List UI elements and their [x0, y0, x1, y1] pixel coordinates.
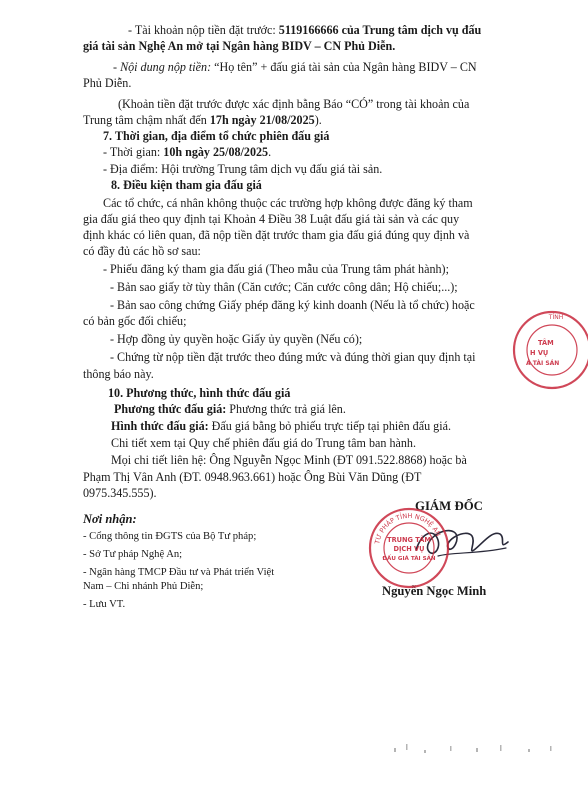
signer-name: Nguyễn Ngọc Minh	[382, 584, 487, 598]
conditions-intro-line1: Các tổ chức, cá nhân không thuộc các trường hợp không được đăng ký tham	[103, 196, 473, 210]
auction-method-line	[114, 402, 346, 418]
deposit-note-text: Trung tâm chậm nhất đến	[83, 113, 210, 127]
contact-line2: Phạm Thị Vân Anh (ĐT. 0948.963.661) hoặc Ông Bùi Văn Dũng (ĐT	[83, 470, 422, 484]
auction-method-label: Phương thức đấu giá:	[114, 402, 227, 416]
section7-heading: 7. Thời gian, địa điểm tổ chức phiên đấu giá	[103, 129, 330, 143]
conditions-intro-line2: gia đấu giá theo quy định tại Khoản 4 Điều 38 Luật đấu giá tài sản và các quy	[83, 212, 460, 226]
auction-form-label: Hình thức đấu giá:	[111, 419, 209, 433]
condition-item-business-license: - Bản sao công chứng Giấy phép đăng ký kinh doanh (Nếu là tổ chức) hoặc	[110, 298, 475, 312]
recipient-item: - Ngân hàng TMCP Đầu tư và Phát triển Việt	[83, 567, 275, 578]
margin-stamp-line3: Á TÀI SẢN	[526, 360, 560, 367]
deposit-note-end: ).	[314, 113, 322, 127]
margin-seal-stamp	[508, 308, 588, 392]
auction-method-value: Phương thức trả giá lên.	[226, 402, 346, 416]
conditions-intro-line3: định khác có liên quan, đã nộp tiền đặt trước tham gia đấu giá đúng quy định và	[83, 228, 470, 242]
deposit-content-line2: Phủ Diễn.	[83, 76, 132, 90]
deposit-content-label: Nội dung nộp tiền:	[120, 60, 212, 74]
deposit-account-number: 5119166666 của Trung tâm dịch vụ đấu	[278, 23, 482, 37]
scan-noise-marks	[380, 736, 580, 766]
section8-heading: 8. Điều kiện tham gia đấu giá	[111, 178, 262, 192]
deposit-bank-line: giá tài sản Nghệ An mở tại Ngân hàng BIDV – CN Phủ Diễn.	[83, 39, 396, 53]
auction-place-line: - Địa điểm: Hội trường Trung tâm dịch vụ đấu giá tài sản.	[103, 162, 383, 176]
recipient-item: - Cổng thông tin ĐGTS của Bộ Tư pháp;	[83, 531, 257, 542]
auction-time-value: 10h ngày 25/08/2025	[163, 145, 269, 159]
condition-item-business-license-line2: có bản gốc đối chiếu;	[83, 314, 187, 328]
signature-title: GIÁM ĐỐC	[415, 499, 483, 513]
auction-form-value: Đấu giá bằng bỏ phiếu trực tiếp tại phiên đấu giá.	[208, 419, 451, 433]
margin-stamp-line1: TÂM	[538, 339, 554, 347]
deposit-note-line2	[83, 113, 322, 129]
auction-time-line	[103, 145, 271, 161]
deposit-deadline: 17h ngày 21/08/2025	[209, 113, 315, 127]
recipients-title: Nơi nhận:	[83, 512, 137, 526]
deposit-content-line: - Nội dung nộp tiền: “Họ tên” + đấu giá tài sản của Ngân hàng BIDV – CN	[113, 60, 477, 74]
stamp-line1: TRUNG TÂM	[387, 536, 431, 544]
deposit-account-label: - Tài khoản nộp tiền đặt trước:	[128, 23, 279, 37]
contact-line1: Mọi chi tiết liên hệ: Ông Nguyễn Ngọc Minh (ĐT 091.522.8868) hoặc bà	[111, 453, 467, 467]
stamp-line2: DỊCH VỤ	[393, 545, 425, 553]
recipient-item: - Sở Tư pháp Nghệ An;	[83, 549, 183, 560]
stamp-line3: ĐẤU GIÁ TÀI SẢN	[382, 556, 436, 562]
deposit-content-value: “Họ tên” + đấu giá tài sản của Ngân hàng BIDV – CN	[211, 60, 477, 74]
deposit-note-line1: (Khoản tiền đặt trước được xác định bằng Báo “CÓ” trong tài khoản của	[118, 97, 470, 111]
condition-item-authorization: - Hợp đồng ủy quyền hoặc Giấy ủy quyền (Nếu có);	[110, 332, 363, 346]
auction-form-line	[111, 419, 451, 435]
contact-line3: 0975.345.555).	[83, 486, 157, 500]
conditions-intro-line4: có đầy đủ các hồ sơ sau:	[83, 244, 201, 258]
margin-stamp-line2: H VỤ	[530, 349, 549, 357]
section10-heading: 10. Phương thức, hình thức đấu giá	[108, 386, 291, 400]
regulation-reference: Chi tiết xem tại Quy chế phiên đấu giá do Trung tâm ban hành.	[111, 436, 416, 450]
recipient-item: - Lưu VT.	[83, 599, 126, 610]
auction-time-label: - Thời gian:	[103, 145, 164, 159]
stamp-top-text: TƯ PHÁP TỈNH NGHỆ AN	[373, 511, 443, 545]
condition-item-registration-form: - Phiếu đăng ký tham gia đấu giá (Theo mẫu của Trung tâm phát hành);	[103, 262, 449, 276]
condition-item-deposit-proof: - Chứng từ nộp tiền đặt trước theo đúng mức và đúng thời gian quy định tại	[110, 350, 476, 364]
condition-item-deposit-proof-line2: thông báo này.	[83, 367, 154, 381]
condition-item-id-copy: - Bản sao giấy tờ tùy thân (Căn cước; Căn cước công dân; Hộ chiếu;...);	[110, 280, 458, 294]
margin-stamp-top-text: TỈNH	[548, 314, 564, 321]
auction-time-end: .	[268, 145, 272, 159]
deposit-account-line	[128, 23, 481, 39]
official-seal-stamp	[367, 506, 451, 590]
recipient-item: Nam – Chi nhánh Phủ Diễn;	[83, 581, 204, 592]
